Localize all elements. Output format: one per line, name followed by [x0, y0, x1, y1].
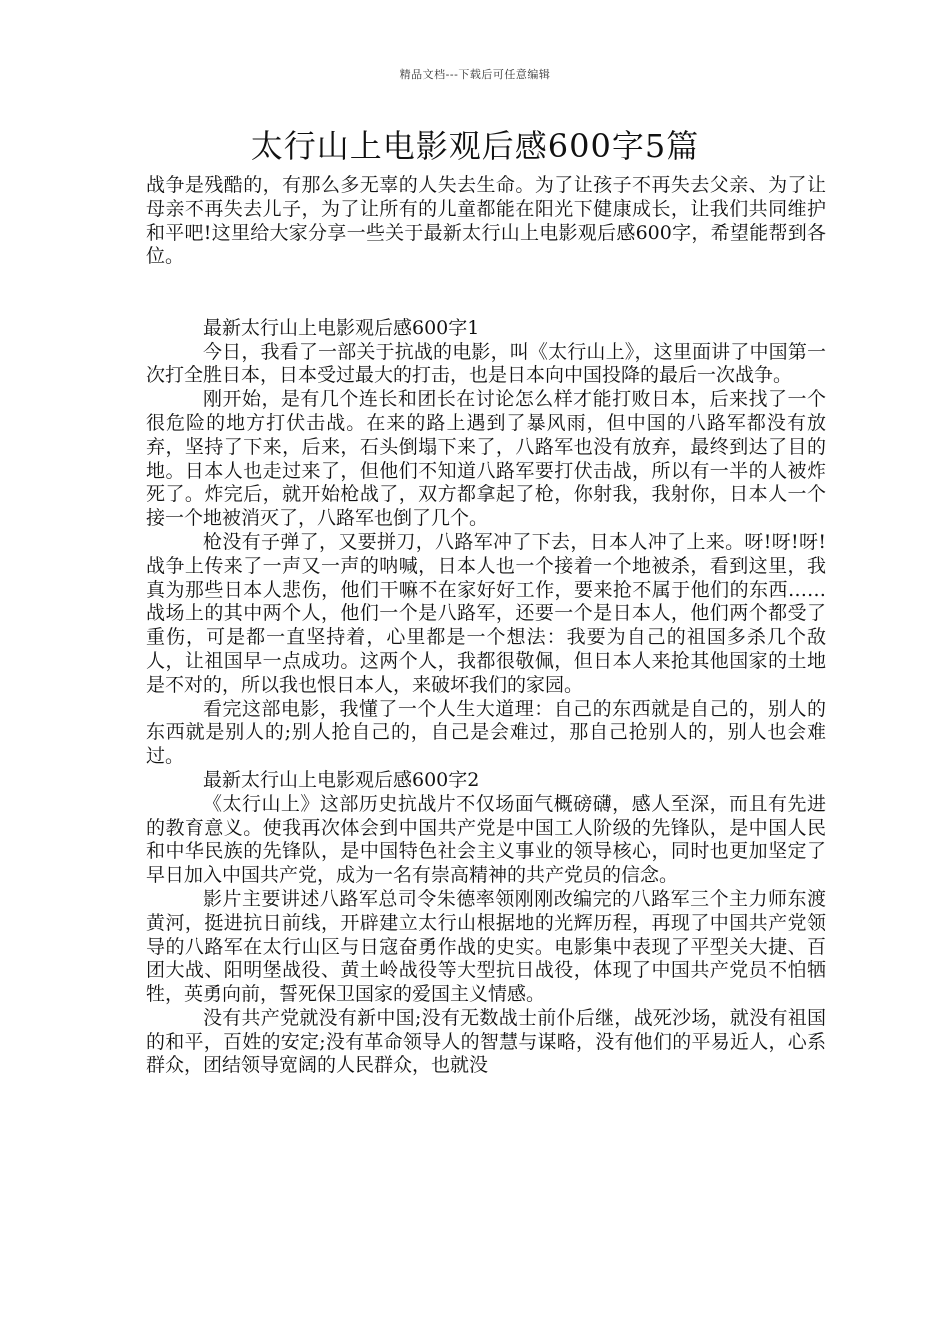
body-paragraph: 看完这部电影，我懂了一个人生大道理：自己的东西就是自己的，别人的东西就是别人的;别人抢自己的，自己是会难过，那自己抢别人的，别人也会难过。 [146, 697, 826, 768]
intro-paragraph: 战争是残酷的，有那么多无辜的人失去生命。为了让孩子不再失去父亲、为了让母亲不再失去儿子，为了让所有的儿童都能在阳光下健康成长，让我们共同维护和平吧!这里给大家分享一些关于最新太行山上电影观后感600字，希望能帮到各位。 [146, 174, 826, 268]
body-paragraph: 刚开始，是有几个连长和团长在讨论怎么样才能打败日本，后来找了一个很危险的地方打伏击战。在来的路上遇到了暴风雨，但中国的八路军都没有放弃，坚持了下来，后来，石头倒塌下来了，八路军也没有放弃，最终到达了目的地。日本人也走过来了，但他们不知道八路军要打伏击战，所以有一半的人被炸死了。炸完后，就开始枪战了，双方都拿起了枪，你射我，我射你，日本人一个接一个地被消灭了，八路军也倒了几个。 [146, 388, 826, 530]
document-body [146, 174, 826, 1078]
header-note: 精品文档---下载后可任意编辑 [399, 68, 551, 81]
body-paragraph: 影片主要讲述八路军总司令朱德率领刚刚改编完的八路军三个主力师东渡黄河，挺进抗日前线，开辟建立太行山根据地的光辉历程，再现了中国共产党领导的八路军在太行山区与日寇奋勇作战的史实。电影集中表现了平型关大捷、百团大战、阳明堡战役、黄土岭战役等大型抗日战役，体现了中国共产党员不怕牺牲，英勇向前，誓死保卫国家的爱国主义情感。 [146, 887, 826, 1006]
body-paragraph: 枪没有子弹了，又要拼刀，八路军冲了下去，日本人冲了上来。呀!呀!呀!战争上传来了一声又一声的呐喊，日本人也一个接着一个地被杀，看到这里，我真为那些日本人悲伤，他们干嘛不在家好好工作，要来抢不属于他们的东西……战场上的其中两个人，他们一个是八路军，还要一个是日本人，他们两个都受了重伤，可是都一直坚持着，心里都是一个想法：我要为自己的祖国多杀几个敌人，让祖国早一点成功。这两个人，我都很敬佩，但日本人来抢其他国家的土地是不对的，所以我也恨日本人，来破坏我们的家园。 [146, 530, 826, 696]
section-heading-2: 最新太行山上电影观后感600字2 [203, 768, 480, 791]
document-title: 太行山上电影观后感600字5篇 [250, 127, 700, 165]
body-paragraph: 《太行山上》这部历史抗战片不仅场面气概磅礴，感人至深，而且有先进的教育意义。使我再次体会到中国共产党是中国工人阶级的先锋队，是中国人民和中华民族的先锋队，是中国特色社会主义事业的领导核心，同时也更加坚定了早日加入中国共产党，成为一名有崇高精神的共产党员的信念。 [146, 792, 826, 887]
section-heading-1: 最新太行山上电影观后感600字1 [203, 316, 480, 339]
paragraph-spacer [146, 269, 826, 317]
body-paragraph: 没有共产党就没有新中国;没有无数战士前仆后继，战死沙场，就没有祖国的和平，百姓的安定;没有革命领导人的智慧与谋略，没有他们的平易近人，心系群众，团结领导宽阔的人民群众，也就没 [146, 1006, 826, 1077]
body-paragraph: 今日，我看了一部关于抗战的电影，叫《太行山上》，这里面讲了中国第一次打全胜日本，日本受过最大的打击，也是日本向中国投降的最后一次战争。 [146, 340, 826, 387]
